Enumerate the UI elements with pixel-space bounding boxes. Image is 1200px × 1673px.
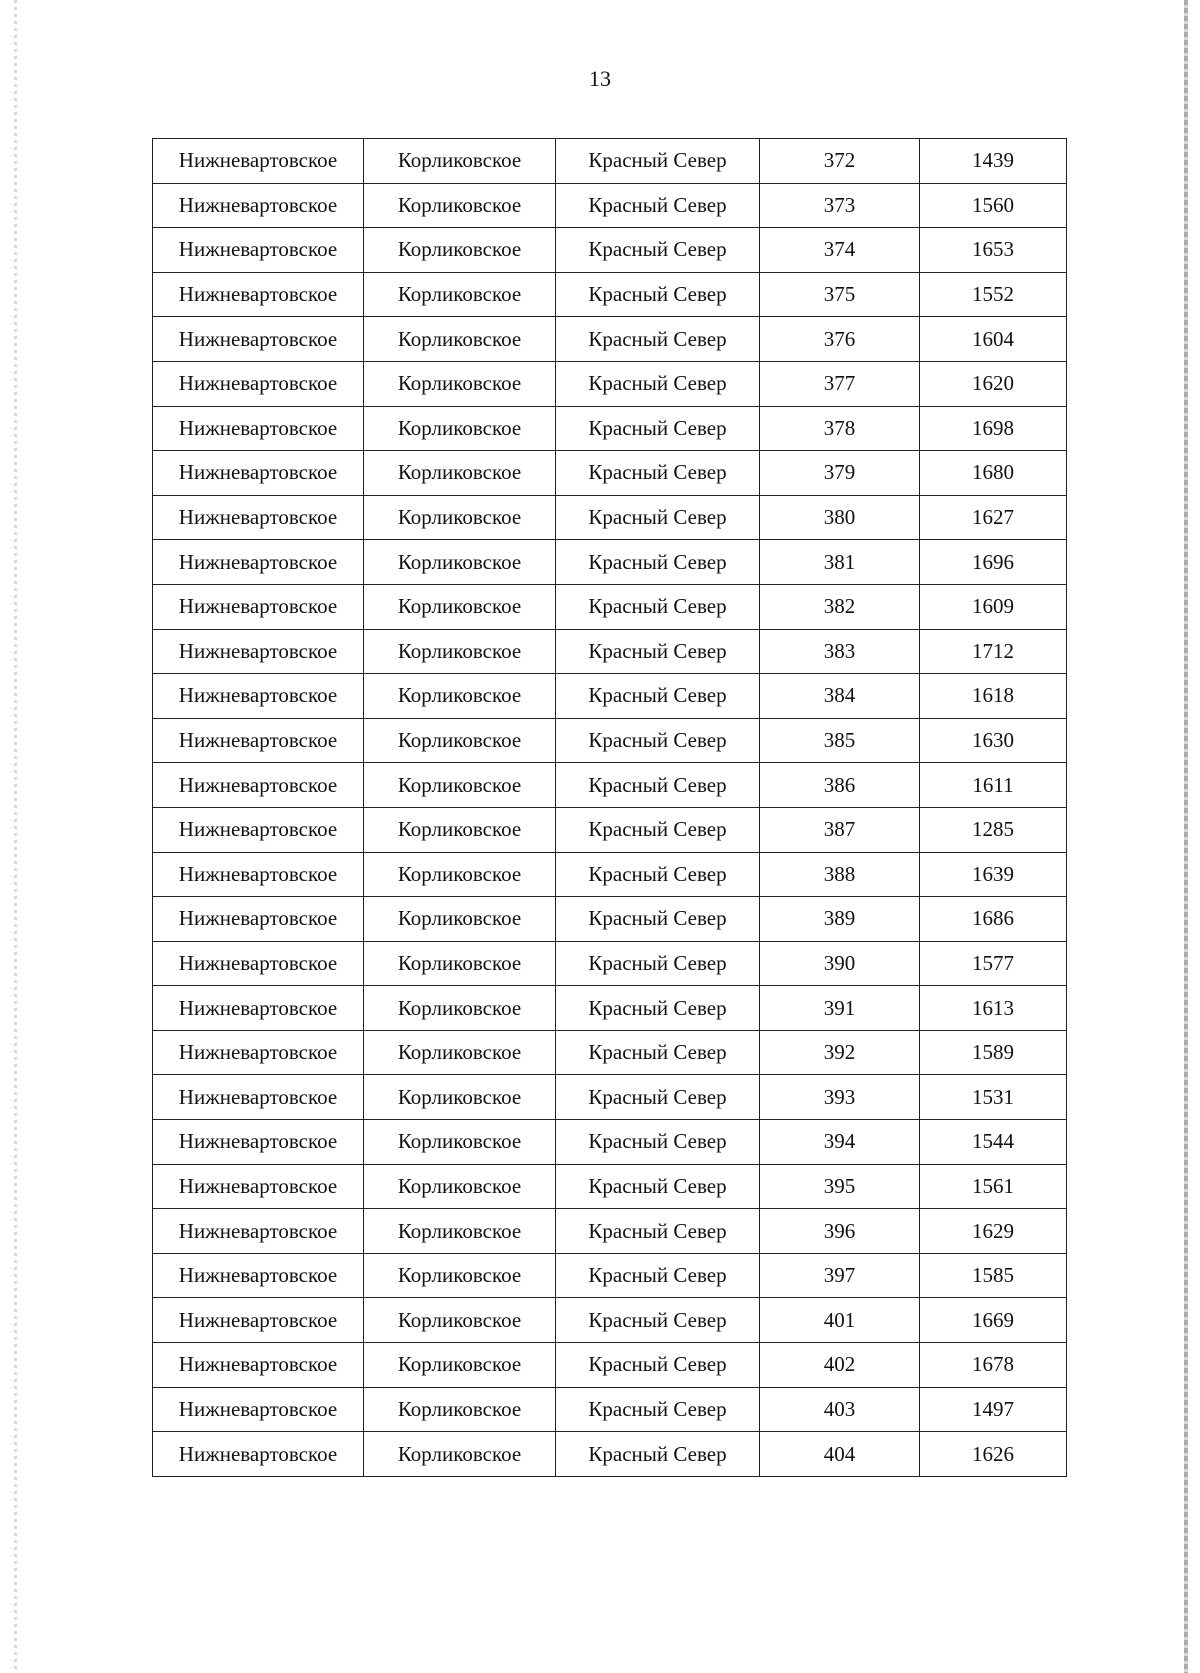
value-cell: 1653 [920,228,1067,273]
table-row [153,1120,1067,1165]
district-cell: Нижневартовское [153,317,364,362]
table-row [153,1253,1067,1298]
number-cell: 389 [760,897,920,942]
number-cell: 381 [760,540,920,585]
settlement-cell: Корликовское [364,629,556,674]
settlement-cell: Корликовское [364,763,556,808]
value-cell: 1618 [920,674,1067,719]
locality-cell: Красный Север [556,807,760,852]
value-cell: 1630 [920,718,1067,763]
locality-cell: Красный Север [556,1343,760,1388]
settlement-cell: Корликовское [364,272,556,317]
settlement-cell: Корликовское [364,228,556,273]
value-cell: 1698 [920,406,1067,451]
locality-cell: Красный Север [556,1075,760,1120]
locality-cell: Красный Север [556,1120,760,1165]
locality-cell: Красный Север [556,495,760,540]
number-cell: 392 [760,1030,920,1075]
number-cell: 393 [760,1075,920,1120]
number-cell: 402 [760,1343,920,1388]
locality-cell: Красный Север [556,317,760,362]
number-cell: 376 [760,317,920,362]
settlement-cell: Корликовское [364,986,556,1031]
value-cell: 1531 [920,1075,1067,1120]
table-row [153,674,1067,719]
locality-cell: Красный Север [556,183,760,228]
locality-cell: Красный Север [556,674,760,719]
table-row [153,228,1067,273]
number-cell: 397 [760,1253,920,1298]
value-cell: 1544 [920,1120,1067,1165]
locality-cell: Красный Север [556,941,760,986]
number-cell: 396 [760,1209,920,1254]
settlement-cell: Корликовское [364,139,556,184]
number-cell: 379 [760,451,920,496]
settlement-cell: Корликовское [364,807,556,852]
district-cell: Нижневартовское [153,986,364,1031]
district-cell: Нижневартовское [153,228,364,273]
page-number: 13 [589,66,611,91]
settlement-cell: Корликовское [364,1120,556,1165]
table-row [153,852,1067,897]
locality-cell: Красный Север [556,897,760,942]
locality-cell: Красный Север [556,1387,760,1432]
settlement-cell: Корликовское [364,1075,556,1120]
data-table [152,138,1067,1477]
settlement-cell: Корликовское [364,451,556,496]
table-row [153,139,1067,184]
table-row [153,718,1067,763]
value-cell: 1560 [920,183,1067,228]
settlement-cell: Корликовское [364,897,556,942]
table-row [153,540,1067,585]
table-row [153,941,1067,986]
locality-cell: Красный Север [556,1164,760,1209]
district-cell: Нижневартовское [153,495,364,540]
value-cell: 1609 [920,584,1067,629]
number-cell: 401 [760,1298,920,1343]
locality-cell: Красный Север [556,540,760,585]
value-cell: 1629 [920,1209,1067,1254]
value-cell: 1611 [920,763,1067,808]
number-cell: 383 [760,629,920,674]
settlement-cell: Корликовское [364,674,556,719]
locality-cell: Красный Север [556,584,760,629]
district-cell: Нижневартовское [153,1030,364,1075]
settlement-cell: Корликовское [364,361,556,406]
table-row [153,272,1067,317]
locality-cell: Красный Север [556,139,760,184]
locality-cell: Красный Север [556,763,760,808]
district-cell: Нижневартовское [153,584,364,629]
locality-cell: Красный Север [556,718,760,763]
table-row [153,1030,1067,1075]
district-cell: Нижневартовское [153,361,364,406]
settlement-cell: Корликовское [364,1387,556,1432]
value-cell: 1669 [920,1298,1067,1343]
number-cell: 373 [760,183,920,228]
locality-cell: Красный Север [556,451,760,496]
table-row [153,451,1067,496]
settlement-cell: Корликовское [364,1209,556,1254]
settlement-cell: Корликовское [364,1164,556,1209]
number-cell: 391 [760,986,920,1031]
value-cell: 1626 [920,1432,1067,1477]
settlement-cell: Корликовское [364,183,556,228]
table-row [153,986,1067,1031]
number-cell: 374 [760,228,920,273]
district-cell: Нижневартовское [153,763,364,808]
table-row [153,1298,1067,1343]
number-cell: 387 [760,807,920,852]
table-row [153,1209,1067,1254]
settlement-cell: Корликовское [364,495,556,540]
value-cell: 1639 [920,852,1067,897]
value-cell: 1439 [920,139,1067,184]
settlement-cell: Корликовское [364,317,556,362]
settlement-cell: Корликовское [364,1432,556,1477]
settlement-cell: Корликовское [364,718,556,763]
table-row [153,1075,1067,1120]
settlement-cell: Корликовское [364,406,556,451]
number-cell: 385 [760,718,920,763]
district-cell: Нижневартовское [153,629,364,674]
district-cell: Нижневартовское [153,718,364,763]
value-cell: 1613 [920,986,1067,1031]
value-cell: 1561 [920,1164,1067,1209]
settlement-cell: Корликовское [364,1343,556,1388]
number-cell: 372 [760,139,920,184]
district-cell: Нижневартовское [153,852,364,897]
table-row [153,1343,1067,1388]
district-cell: Нижневартовское [153,272,364,317]
district-cell: Нижневартовское [153,451,364,496]
value-cell: 1620 [920,361,1067,406]
locality-cell: Красный Север [556,1253,760,1298]
number-cell: 375 [760,272,920,317]
table-row [153,361,1067,406]
table-body [153,139,1067,1477]
value-cell: 1285 [920,807,1067,852]
table-row [153,1387,1067,1432]
table-row [153,317,1067,362]
district-cell: Нижневартовское [153,1120,364,1165]
number-cell: 378 [760,406,920,451]
value-cell: 1627 [920,495,1067,540]
value-cell: 1696 [920,540,1067,585]
settlement-cell: Корликовское [364,1030,556,1075]
locality-cell: Красный Север [556,629,760,674]
locality-cell: Красный Север [556,1030,760,1075]
district-cell: Нижневартовское [153,1432,364,1477]
value-cell: 1678 [920,1343,1067,1388]
settlement-cell: Корликовское [364,852,556,897]
district-cell: Нижневартовское [153,1343,364,1388]
district-cell: Нижневартовское [153,540,364,585]
value-cell: 1604 [920,317,1067,362]
district-cell: Нижневартовское [153,406,364,451]
district-cell: Нижневартовское [153,1253,364,1298]
settlement-cell: Корликовское [364,941,556,986]
district-cell: Нижневартовское [153,807,364,852]
value-cell: 1577 [920,941,1067,986]
district-cell: Нижневартовское [153,1298,364,1343]
value-cell: 1712 [920,629,1067,674]
settlement-cell: Корликовское [364,584,556,629]
value-cell: 1686 [920,897,1067,942]
table-row [153,897,1067,942]
locality-cell: Красный Север [556,272,760,317]
table-row [153,584,1067,629]
locality-cell: Красный Север [556,361,760,406]
district-cell: Нижневартовское [153,941,364,986]
district-cell: Нижневартовское [153,1387,364,1432]
table-row [153,629,1067,674]
locality-cell: Красный Север [556,406,760,451]
district-cell: Нижневартовское [153,1075,364,1120]
number-cell: 390 [760,941,920,986]
settlement-cell: Корликовское [364,1298,556,1343]
number-cell: 404 [760,1432,920,1477]
district-cell: Нижневартовское [153,674,364,719]
value-cell: 1585 [920,1253,1067,1298]
locality-cell: Красный Север [556,852,760,897]
locality-cell: Красный Север [556,1298,760,1343]
locality-cell: Красный Север [556,228,760,273]
locality-cell: Красный Север [556,1432,760,1477]
number-cell: 386 [760,763,920,808]
district-cell: Нижневартовское [153,1164,364,1209]
locality-cell: Красный Север [556,986,760,1031]
number-cell: 377 [760,361,920,406]
number-cell: 403 [760,1387,920,1432]
settlement-cell: Корликовское [364,1253,556,1298]
value-cell: 1589 [920,1030,1067,1075]
table-row [153,495,1067,540]
value-cell: 1552 [920,272,1067,317]
table-row [153,406,1067,451]
scan-edge-right [1184,0,1188,1673]
number-cell: 394 [760,1120,920,1165]
value-cell: 1680 [920,451,1067,496]
table-row [153,1164,1067,1209]
table-row [153,183,1067,228]
number-cell: 384 [760,674,920,719]
settlement-cell: Корликовское [364,540,556,585]
table-row [153,763,1067,808]
district-cell: Нижневартовское [153,1209,364,1254]
table-row [153,807,1067,852]
district-cell: Нижневартовское [153,139,364,184]
district-cell: Нижневартовское [153,897,364,942]
scan-edge-left [14,0,17,1673]
table-row [153,1432,1067,1477]
number-cell: 382 [760,584,920,629]
district-cell: Нижневартовское [153,183,364,228]
number-cell: 395 [760,1164,920,1209]
number-cell: 380 [760,495,920,540]
number-cell: 388 [760,852,920,897]
locality-cell: Красный Север [556,1209,760,1254]
value-cell: 1497 [920,1387,1067,1432]
